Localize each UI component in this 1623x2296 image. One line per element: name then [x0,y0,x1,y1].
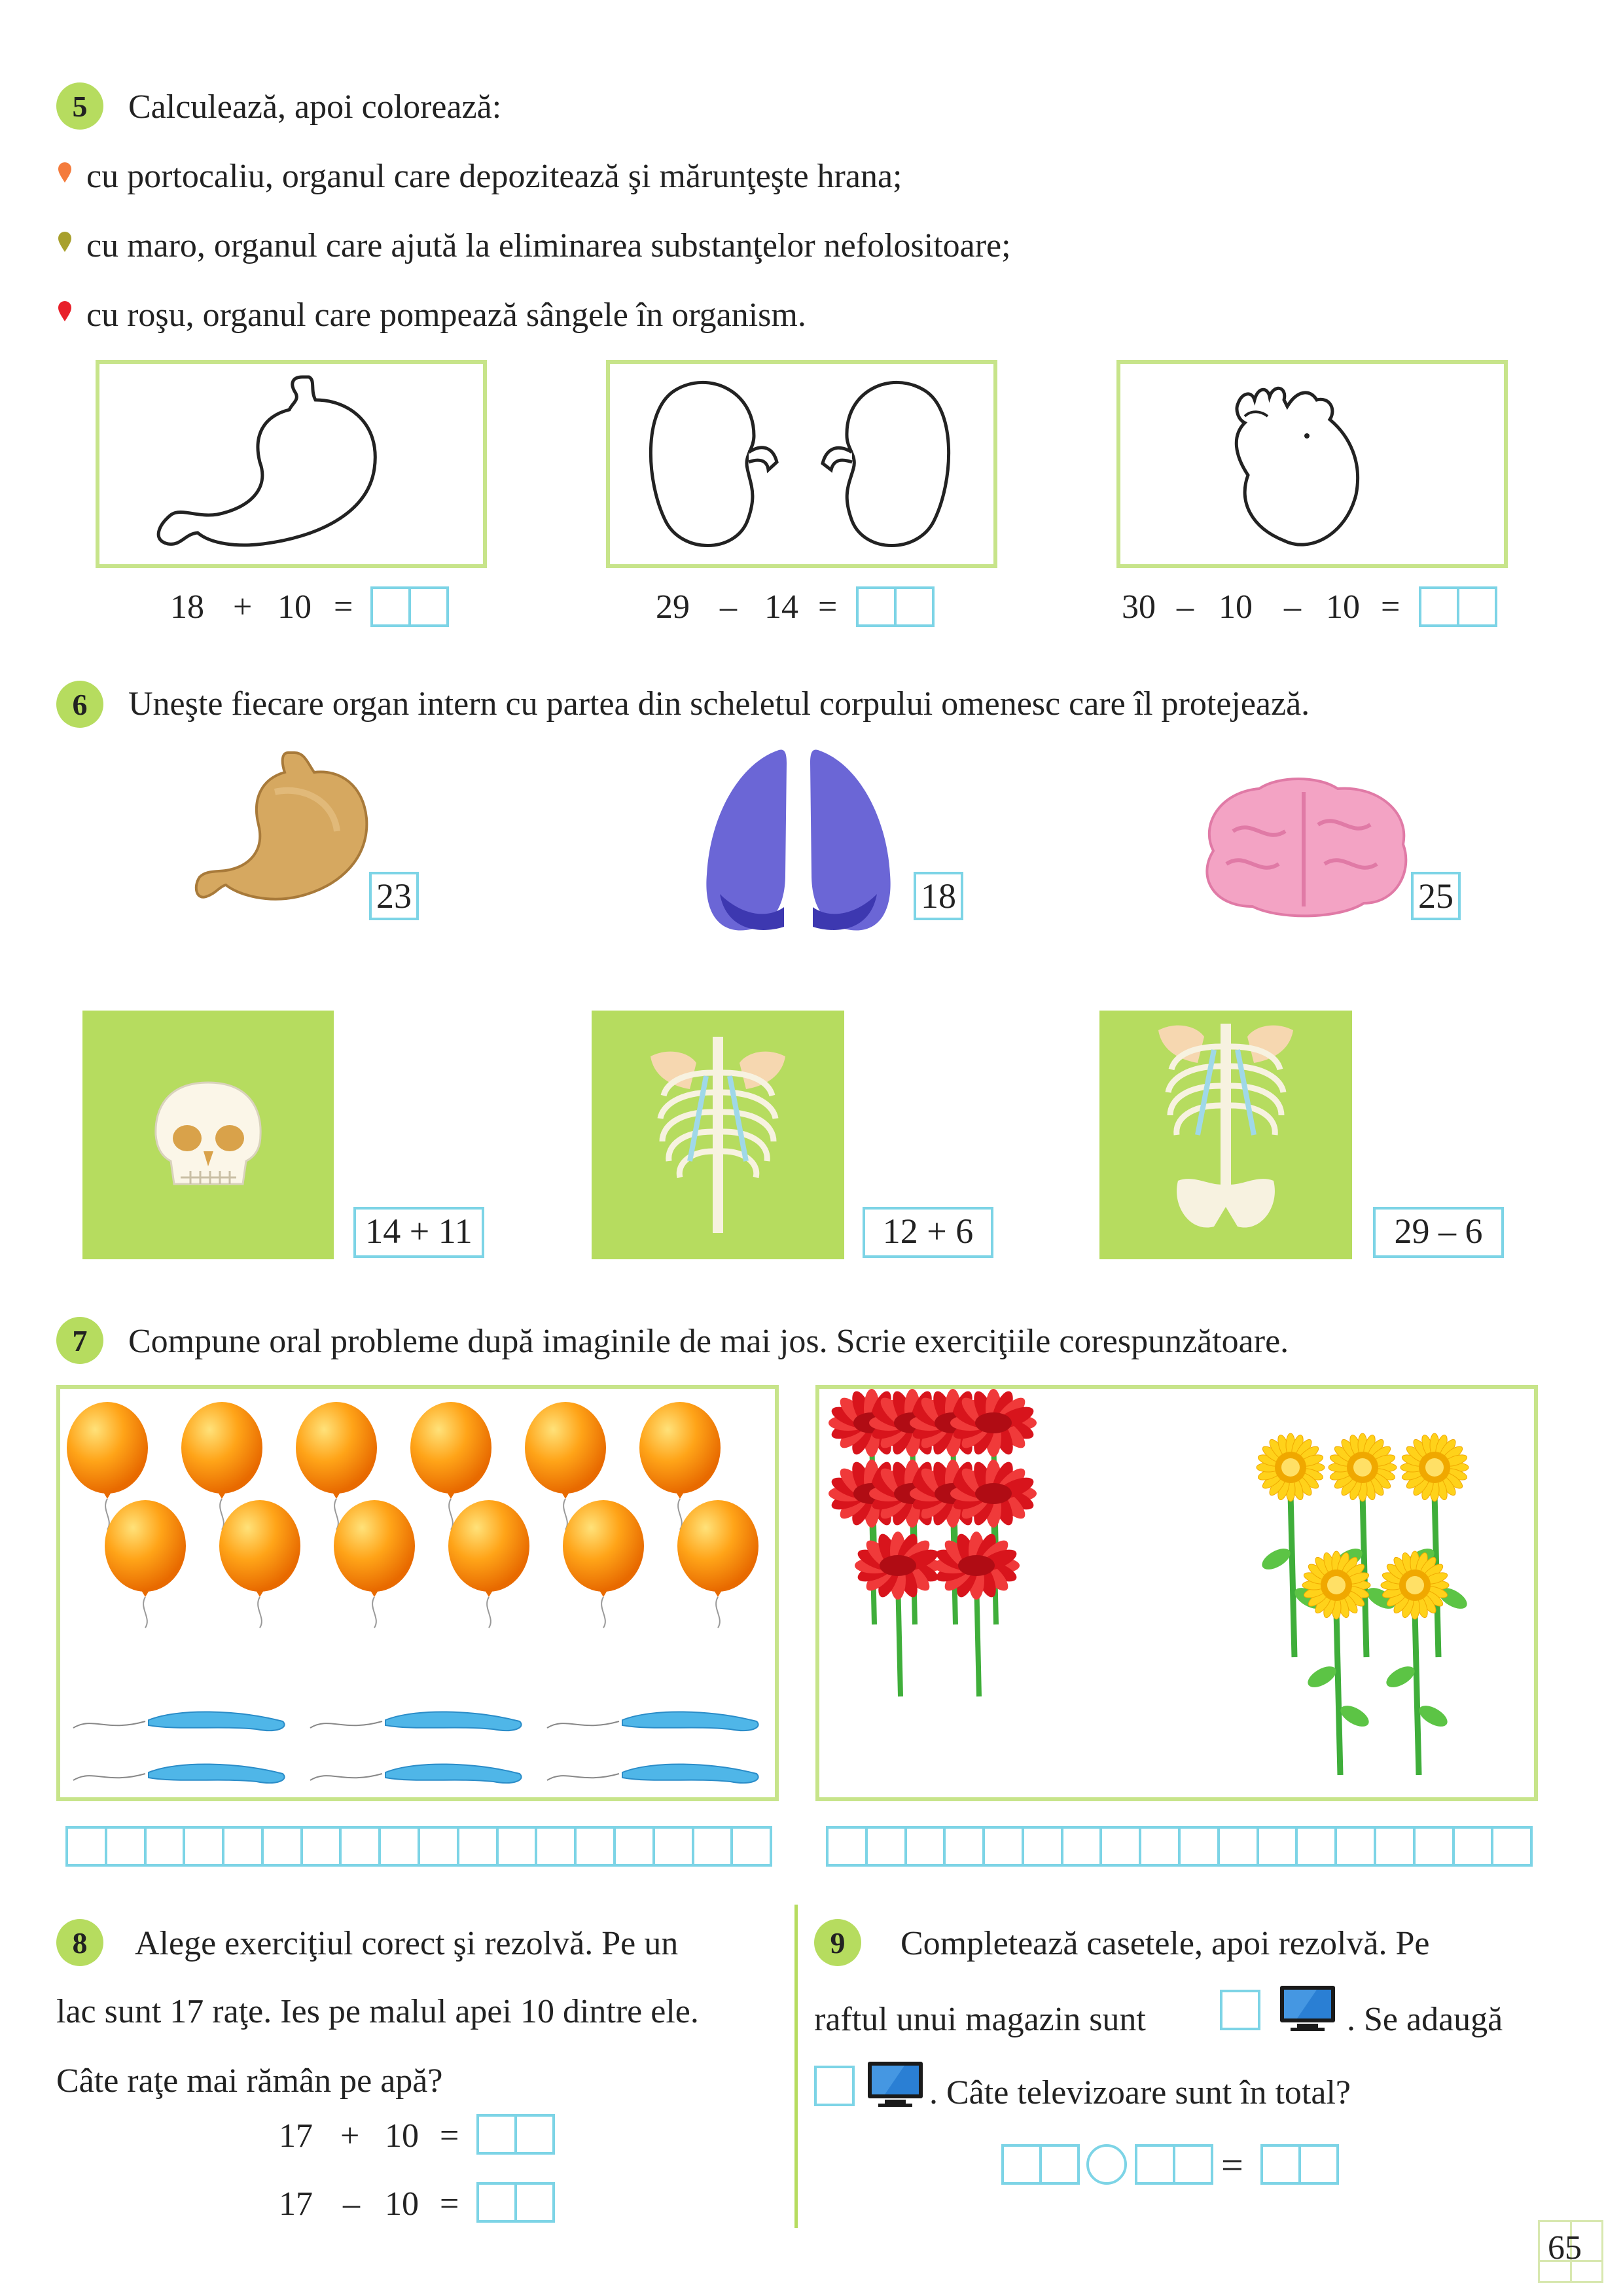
balloon-icon [563,1500,644,1628]
torso-skeleton-label[interactable]: 29 – 6 [1373,1207,1504,1258]
eq3-b: 10 [1219,588,1253,626]
eq2-a: 29 [656,588,690,626]
balloon-icon [219,1500,300,1628]
skull-label[interactable]: 14 + 11 [353,1207,484,1258]
ribcage-label[interactable]: 12 + 6 [863,1207,993,1258]
eq2-b: 14 [764,588,798,626]
red-pin-icon [58,301,72,322]
eq3-op1: – [1177,588,1194,626]
stomach-icon [190,740,380,923]
stomach-outline-icon[interactable] [99,364,483,564]
ex8-eq1-eq: = [440,2117,459,2155]
ex8-eq1-op: + [340,2117,360,2155]
ribcage-panel[interactable] [592,1011,844,1259]
yellow-flower-icon [1381,1551,1451,1775]
instruction-brown: cu maro, organul care ajută la eliminarea substanţelor nefolositoare; [86,227,1011,264]
eq3-op2: – [1284,588,1301,626]
eq3-a: 30 [1122,588,1156,626]
answer-box-tens[interactable] [476,2114,517,2155]
tv-count-box-2[interactable] [814,2066,855,2106]
answer-box-units[interactable] [894,586,935,627]
exercise-7-answer-grid-right[interactable] [826,1826,1530,1867]
eq1-a: 18 [170,588,204,626]
exercise-8-line3: Câte raţe mai rămân pe apă? [56,2062,443,2100]
exercise-6-title: Uneşte fiecare organ intern cu partea din scheletul corpului omenesc care îl protejează. [128,685,1310,723]
exercise-8-line1: Alege exerciţiul corect şi rezolvă. Pe un [135,1925,679,1962]
exercise-7-title: Compune oral probleme după imaginile de mai jos. Scrie exerciţiile corespunzătoare. [128,1323,1289,1360]
operator-circle[interactable] [1086,2144,1127,2185]
tv-icon [865,2058,925,2114]
tv-icon [1277,1982,1338,2038]
ribcage-icon [592,1011,844,1259]
instruction-orange: cu portocaliu, organul care depozitează şi mărunţeşte hrana; [86,158,902,195]
ex8-eq2-op: – [343,2185,360,2223]
balloon-icon [334,1500,415,1628]
equation-result-tens[interactable] [1260,2144,1301,2185]
answer-box-units[interactable] [408,586,449,627]
brain-icon [1187,772,1423,923]
deflated-balloon-icon [73,1712,285,1731]
deflated-balloon-icon [310,1764,522,1783]
skull-icon [82,1011,334,1259]
brain-label[interactable]: 25 [1411,872,1461,920]
exercise-5-title: Calculează, apoi colorează: [128,88,502,126]
equation-box-b-units[interactable] [1173,2144,1213,2185]
stomach-outline-frame[interactable] [96,360,487,568]
equation-box-b-tens[interactable] [1135,2144,1175,2185]
column-divider [794,1905,798,2228]
heart-outline-icon[interactable] [1120,364,1504,564]
balloons-frame [56,1385,779,1801]
torso-skeleton-panel[interactable] [1099,1011,1352,1259]
answer-box-tens[interactable] [856,586,897,627]
balloon-icon [105,1500,186,1628]
answer-box-tens[interactable] [370,586,411,627]
orange-pin-icon [58,162,72,183]
exercise-7-number: 7 [56,1317,103,1364]
kidneys-outline-frame[interactable] [606,360,997,568]
ex8-eq1-b: 10 [385,2117,419,2155]
answer-box-tens[interactable] [1419,586,1459,627]
yellow-flower-icon [1400,1433,1471,1657]
lungs-icon [681,744,916,940]
balloon-icon [448,1500,529,1628]
eq3-c: 10 [1326,588,1360,626]
lungs-label[interactable]: 18 [914,872,963,920]
deflated-balloon-icon [73,1764,285,1783]
flowers-illustration [819,1389,1534,1797]
equation-result-units[interactable] [1298,2144,1339,2185]
yellow-flower-icon [1257,1433,1327,1657]
flowers-frame [815,1385,1538,1801]
exercise-5-number: 5 [56,82,103,130]
answer-box-units[interactable] [1457,586,1497,627]
exercise-9-number: 9 [814,1919,861,1966]
answer-box-units[interactable] [514,2182,555,2223]
page-number: 65 [1548,2229,1582,2267]
answer-box-tens[interactable] [476,2182,517,2223]
eq1-b: 10 [277,588,312,626]
exercise-9-line1: Completează casetele, apoi rezolvă. Pe [901,1925,1430,1962]
answer-box-units[interactable] [514,2114,555,2155]
eq2-eq: = [818,588,838,626]
yellow-flower-icon [1302,1551,1372,1775]
eq3-eq: = [1381,588,1400,626]
red-flower-icon [933,1531,1020,1696]
deflated-balloon-icon [547,1764,758,1783]
equation-box-a-tens[interactable] [1001,2144,1042,2185]
kidneys-outline-icon[interactable] [610,364,993,564]
ex8-eq2-eq: = [440,2185,459,2223]
page-number-box [1538,2220,1603,2283]
deflated-balloon-icon [310,1712,522,1731]
equation-box-a-units[interactable] [1039,2144,1080,2185]
stomach-label[interactable]: 23 [369,872,419,920]
heart-outline-frame[interactable] [1116,360,1508,568]
torso-skeleton-icon [1099,1011,1352,1259]
exercise-6-number: 6 [56,681,103,728]
instruction-red: cu roşu, organul care pompează sângele în organism. [86,296,806,334]
exercise-9-line2b: . Se adaugă [1347,2001,1503,2038]
tv-count-box-1[interactable] [1220,1990,1260,2030]
balloon-icon [677,1500,758,1628]
ex8-eq2-a: 17 [279,2185,313,2223]
exercise-8-number: 8 [56,1919,103,1966]
exercise-7-answer-grid-left[interactable] [65,1826,770,1867]
brown-pin-icon [58,232,72,253]
eq2-op: – [720,588,737,626]
exercise-9-line3: . Câte televizoare sunt în total? [929,2074,1351,2111]
balloons-illustration [60,1389,775,1797]
eq1-eq: = [334,588,353,626]
deflated-balloon-icon [547,1712,758,1731]
equals-sign: = [1221,2144,1243,2187]
exercise-8-line2: lac sunt 17 raţe. Ies pe malul apei 10 dintre ele. [56,1993,699,2030]
ex8-eq1-a: 17 [279,2117,313,2155]
skull-panel[interactable] [82,1011,334,1259]
red-flower-icon [855,1531,941,1696]
eq1-op: + [233,588,253,626]
exercise-9-line2a: raftul unui magazin sunt [814,2001,1146,2038]
ex8-eq2-b: 10 [385,2185,419,2223]
